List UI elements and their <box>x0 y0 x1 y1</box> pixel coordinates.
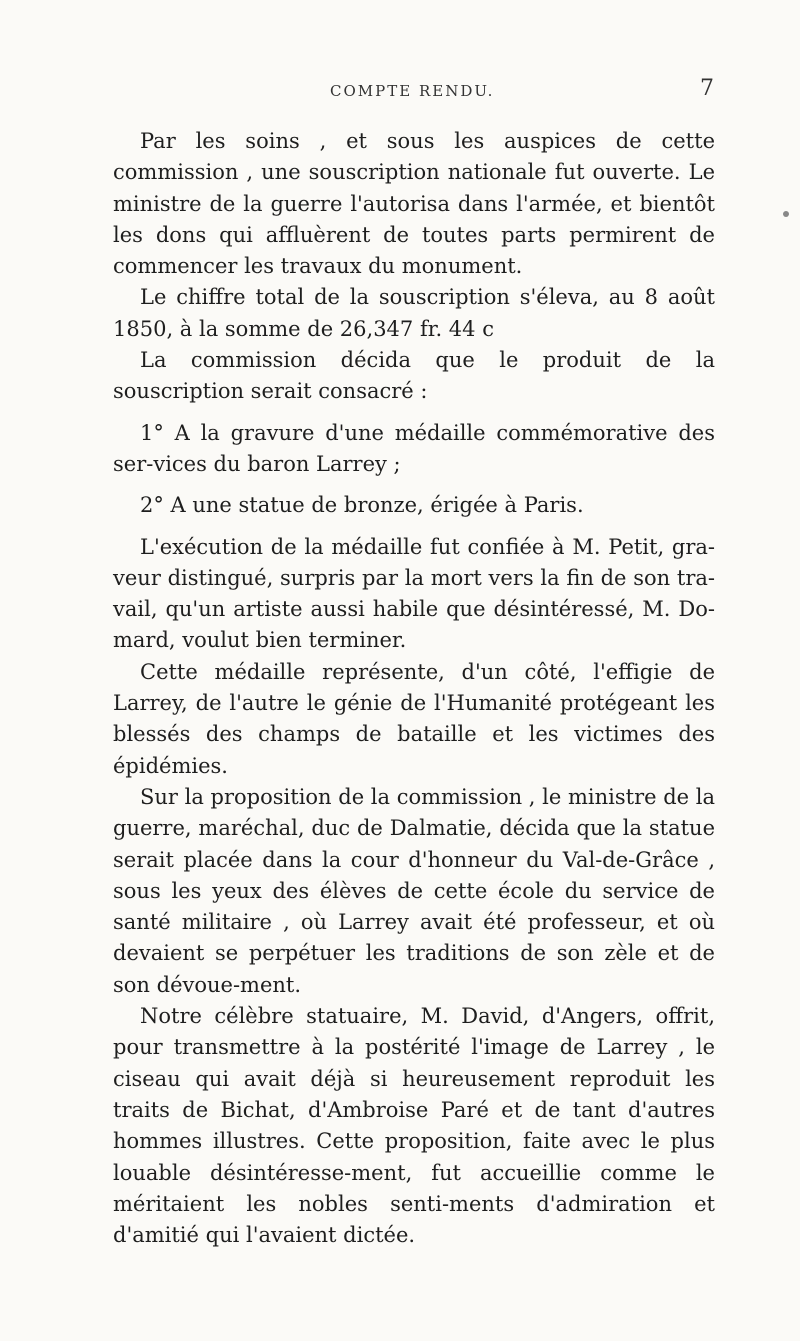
paragraph: L'exécution de la médaille fut confiée à M. Petit, gra-veur distingué, surpris par la mort vers la fin de son tra-vail, qu'un artiste aussi habile que désintéressé, M. Do-mard, voulut bien terminer. <box>113 534 715 653</box>
body-text <box>113 126 715 1251</box>
enumerated-item: 1° A la gravure d'une médaille commémorative des ser-vices du baron Larrey ; <box>113 420 715 476</box>
enumerated-item: 2° A une statue de bronze, érigée à Paris. <box>140 493 584 518</box>
paragraph: La commission décida que le produit de la souscription serait consacré : <box>113 348 715 404</box>
paragraph: Sur la proposition de la commission , le ministre de la guerre, maréchal, duc de Dalmatie, décida que la statue serait placée dans la cour d'honneur du Val-de-Grâce , sous les yeux des élèves de cette école du service de santé militaire , où Larrey avait été professeur, et où devaient se perpétuer les traditions de son zèle et de son dévoue-ment. <box>113 784 715 997</box>
paragraph: Cette médaille représente, d'un côté, l'effigie de Larrey, de l'autre le génie de l'Humanité protégeant les blessés des champs de bataille et les victimes des épidémies. <box>113 659 715 778</box>
paragraph: Par les soins , et sous les auspices de cette commission , une souscription nationale fut ouverte. Le ministre de la guerre l'autorisa dans l'armée, et bientôt les dons qui affluèrent de toutes parts permirent de commencer les travaux du monument. <box>113 129 715 279</box>
paragraph: Notre célèbre statuaire, M. David, d'Angers, offrit, pour transmettre à la postérité l'image de Larrey , le ciseau qui avait déjà si heureusement reproduit les traits de Bichat, d'Ambroise Paré et de tant d'autres hommes illustres. Cette proposition, faite avec le plus louable désintéresse-ment, fut accueillie comme le méritaient les nobles senti-ments d'admiration et d'amitié qui l'avaient dictée. <box>113 1004 715 1248</box>
running-head: COMPTE RENDU. <box>330 82 495 100</box>
page-number: 7 <box>700 76 714 101</box>
ink-speck <box>783 211 789 217</box>
paragraph: Le chiffre total de la souscription s'éleva, au 8 août 1850, à la somme de 26,347 fr. 44 c <box>113 285 715 341</box>
page-header <box>0 76 800 118</box>
